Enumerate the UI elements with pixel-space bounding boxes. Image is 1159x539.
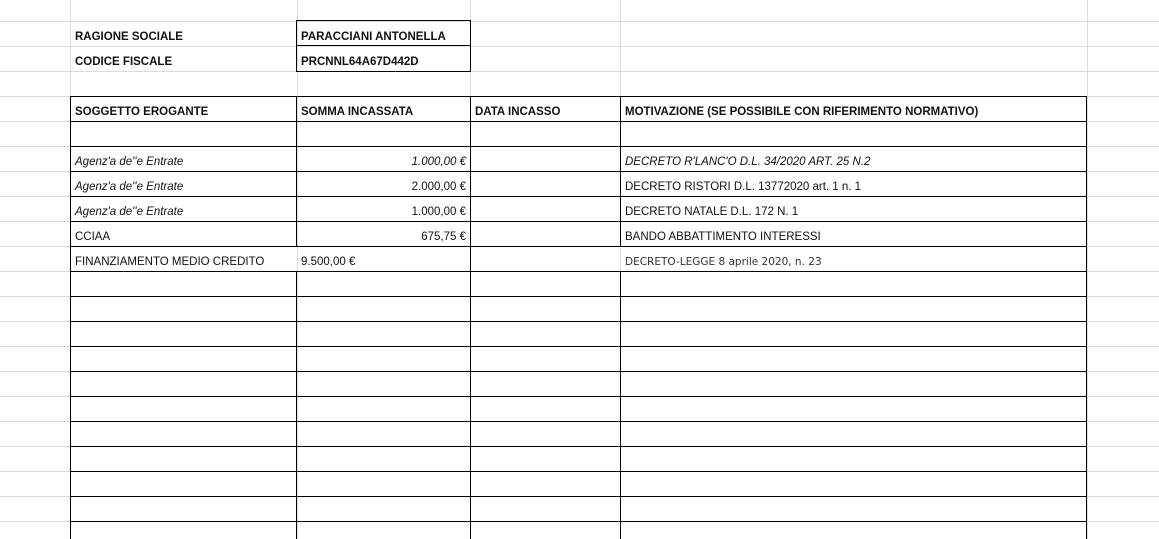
cell-motivazione[interactable]: BANDO ABBATTIMENTO INTERESSI — [625, 231, 821, 243]
cell-somma[interactable]: 2.000,00 € — [411, 181, 466, 193]
cell-somma[interactable]: 675,75 € — [421, 231, 466, 243]
cell-soggetto[interactable]: Agenz'a de''e Entrate — [75, 181, 184, 193]
cell-somma[interactable]: 1.000,00 € — [411, 206, 466, 218]
cell-data[interactable] — [471, 150, 620, 176]
codice-fiscale-label[interactable]: CODICE FISCALE — [75, 56, 173, 68]
cell-data[interactable] — [471, 175, 620, 201]
cell-motivazione[interactable]: DECRETO NATALE D.L. 172 N. 1 — [625, 206, 799, 218]
cell-soggetto[interactable] — [71, 125, 297, 151]
cell-somma[interactable]: 1.000,00 € — [411, 156, 466, 168]
cell-somma[interactable]: 9.500,00 € — [301, 256, 356, 268]
cell-soggetto[interactable]: CCIAA — [75, 231, 111, 243]
column-header-motivazione[interactable]: MOTIVAZIONE (SE POSSIBILE CON RIFERIMENTO NORMATIVO) — [625, 106, 979, 118]
cell-motivazione[interactable] — [621, 125, 1087, 151]
ragione-sociale-label[interactable]: RAGIONE SOCIALE — [75, 31, 183, 43]
cell-motivazione[interactable]: DECRETO R'LANC'O D.L. 34/2020 ART. 25 N.2 — [625, 156, 871, 168]
column-header-data[interactable]: DATA INCASSO — [475, 106, 561, 118]
cell-soggetto[interactable]: Agenz'a de''e Entrate — [75, 156, 184, 168]
cell-data[interactable] — [471, 225, 620, 251]
cell-data[interactable] — [471, 125, 620, 151]
cell-motivazione[interactable]: DECRETO RISTORI D.L. 13772020 art. 1 n. 1 — [625, 181, 862, 193]
column-header-soggetto[interactable]: SOGGETTO EROGANTE — [75, 106, 209, 118]
cell-motivazione[interactable]: DECRETO-LEGGE 8 aprile 2020, n. 23 — [625, 256, 822, 268]
cell-somma[interactable] — [297, 125, 470, 151]
column-header-somma[interactable]: SOMMA INCASSATA — [301, 106, 414, 118]
codice-fiscale-value[interactable]: PRCNNL64A67D442D — [301, 56, 419, 68]
cell-soggetto[interactable]: FINANZIAMENTO MEDIO CREDITO — [75, 256, 265, 268]
ragione-sociale-value[interactable]: PARACCIANI ANTONELLA — [301, 31, 446, 43]
cell-soggetto[interactable]: Agenz'a de''e Entrate — [75, 206, 184, 218]
cell-data[interactable] — [471, 250, 620, 276]
cell-data[interactable] — [471, 200, 620, 226]
